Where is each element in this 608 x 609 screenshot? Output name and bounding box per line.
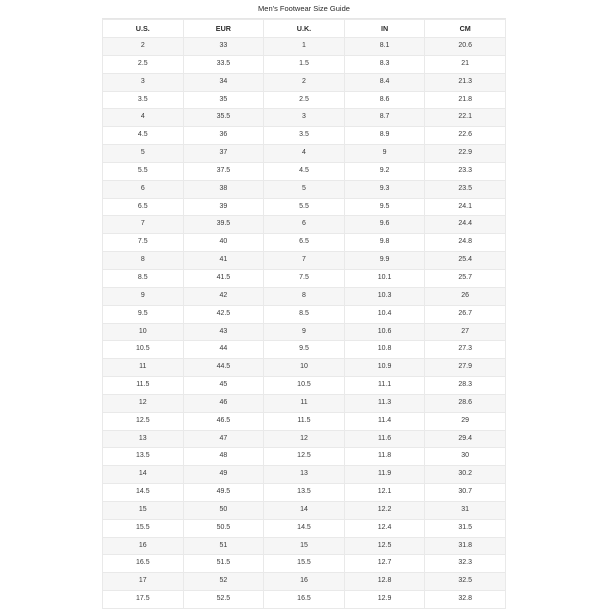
cell-uk: 7.5 xyxy=(264,269,345,287)
cell-in: 11.6 xyxy=(344,430,425,448)
cell-uk: 1.5 xyxy=(264,55,345,73)
cell-eur: 47 xyxy=(183,430,264,448)
cell-us: 7.5 xyxy=(103,234,184,252)
cell-uk: 14 xyxy=(264,501,345,519)
cell-eur: 34 xyxy=(183,73,264,91)
cell-in: 11.3 xyxy=(344,394,425,412)
cell-cm: 29.4 xyxy=(425,430,506,448)
table-row xyxy=(103,287,506,305)
cell-cm: 30 xyxy=(425,448,506,466)
cell-us: 15.5 xyxy=(103,519,184,537)
cell-cm: 23.3 xyxy=(425,162,506,180)
cell-in: 9.3 xyxy=(344,180,425,198)
column-header-us: U.S. xyxy=(103,20,184,38)
cell-cm: 22.9 xyxy=(425,145,506,163)
cell-eur: 49.5 xyxy=(183,484,264,502)
cell-us: 6 xyxy=(103,180,184,198)
cell-eur: 52 xyxy=(183,573,264,591)
cell-cm: 32.3 xyxy=(425,555,506,573)
cell-cm: 29 xyxy=(425,412,506,430)
table-row xyxy=(103,519,506,537)
cell-cm: 32.8 xyxy=(425,591,506,609)
column-header-uk: U.K. xyxy=(264,20,345,38)
cell-us: 17.5 xyxy=(103,591,184,609)
cell-us: 11.5 xyxy=(103,377,184,395)
cell-in: 9.5 xyxy=(344,198,425,216)
cell-us: 8 xyxy=(103,252,184,270)
table-row xyxy=(103,198,506,216)
cell-eur: 42.5 xyxy=(183,305,264,323)
cell-uk: 6 xyxy=(264,216,345,234)
cell-in: 8.3 xyxy=(344,55,425,73)
cell-us: 2.5 xyxy=(103,55,184,73)
cell-eur: 43 xyxy=(183,323,264,341)
cell-in: 10.8 xyxy=(344,341,425,359)
cell-cm: 30.7 xyxy=(425,484,506,502)
cell-in: 9.8 xyxy=(344,234,425,252)
table-row xyxy=(103,127,506,145)
cell-us: 17 xyxy=(103,573,184,591)
cell-eur: 51.5 xyxy=(183,555,264,573)
cell-cm: 31 xyxy=(425,501,506,519)
cell-uk: 6.5 xyxy=(264,234,345,252)
cell-us: 5.5 xyxy=(103,162,184,180)
cell-uk: 10.5 xyxy=(264,377,345,395)
cell-in: 12.4 xyxy=(344,519,425,537)
cell-uk: 12.5 xyxy=(264,448,345,466)
cell-in: 12.5 xyxy=(344,537,425,555)
cell-in: 11.9 xyxy=(344,466,425,484)
column-header-in: IN xyxy=(344,20,425,38)
cell-cm: 21.3 xyxy=(425,73,506,91)
table-row xyxy=(103,466,506,484)
cell-eur: 37.5 xyxy=(183,162,264,180)
table-row xyxy=(103,216,506,234)
cell-in: 8.4 xyxy=(344,73,425,91)
cell-uk: 3 xyxy=(264,109,345,127)
cell-in: 12.7 xyxy=(344,555,425,573)
table-row xyxy=(103,55,506,73)
cell-uk: 1 xyxy=(264,38,345,56)
cell-us: 4 xyxy=(103,109,184,127)
cell-us: 9.5 xyxy=(103,305,184,323)
cell-cm: 27 xyxy=(425,323,506,341)
cell-eur: 48 xyxy=(183,448,264,466)
cell-cm: 25.4 xyxy=(425,252,506,270)
column-header-eur: EUR xyxy=(183,20,264,38)
cell-uk: 9.5 xyxy=(264,341,345,359)
cell-cm: 21 xyxy=(425,55,506,73)
table-row xyxy=(103,377,506,395)
cell-eur: 41.5 xyxy=(183,269,264,287)
cell-us: 4.5 xyxy=(103,127,184,145)
cell-in: 9.6 xyxy=(344,216,425,234)
cell-in: 12.8 xyxy=(344,573,425,591)
table-row xyxy=(103,109,506,127)
cell-uk: 4 xyxy=(264,145,345,163)
cell-eur: 38 xyxy=(183,180,264,198)
cell-eur: 46.5 xyxy=(183,412,264,430)
cell-us: 11 xyxy=(103,359,184,377)
cell-us: 8.5 xyxy=(103,269,184,287)
table-row xyxy=(103,591,506,609)
cell-cm: 26 xyxy=(425,287,506,305)
cell-uk: 2.5 xyxy=(264,91,345,109)
table-row xyxy=(103,162,506,180)
table-row xyxy=(103,180,506,198)
cell-us: 12 xyxy=(103,394,184,412)
table-row xyxy=(103,501,506,519)
cell-eur: 46 xyxy=(183,394,264,412)
cell-in: 10.1 xyxy=(344,269,425,287)
table-row xyxy=(103,38,506,56)
cell-in: 8.1 xyxy=(344,38,425,56)
cell-eur: 35 xyxy=(183,91,264,109)
cell-cm: 24.4 xyxy=(425,216,506,234)
table-row xyxy=(103,341,506,359)
cell-cm: 20.6 xyxy=(425,38,506,56)
cell-in: 10.6 xyxy=(344,323,425,341)
cell-us: 12.5 xyxy=(103,412,184,430)
cell-uk: 9 xyxy=(264,323,345,341)
cell-us: 2 xyxy=(103,38,184,56)
table-row xyxy=(103,252,506,270)
cell-eur: 37 xyxy=(183,145,264,163)
cell-cm: 24.8 xyxy=(425,234,506,252)
cell-uk: 2 xyxy=(264,73,345,91)
cell-eur: 44.5 xyxy=(183,359,264,377)
cell-in: 11.4 xyxy=(344,412,425,430)
table-row xyxy=(103,234,506,252)
cell-cm: 28.6 xyxy=(425,394,506,412)
cell-uk: 4.5 xyxy=(264,162,345,180)
cell-uk: 10 xyxy=(264,359,345,377)
cell-cm: 30.2 xyxy=(425,466,506,484)
cell-uk: 11.5 xyxy=(264,412,345,430)
cell-in: 12.9 xyxy=(344,591,425,609)
cell-eur: 40 xyxy=(183,234,264,252)
cell-in: 11.1 xyxy=(344,377,425,395)
table-row xyxy=(103,359,506,377)
cell-us: 10.5 xyxy=(103,341,184,359)
cell-in: 10.9 xyxy=(344,359,425,377)
page-title: Men's Footwear Size Guide xyxy=(102,0,506,19)
cell-uk: 7 xyxy=(264,252,345,270)
cell-us: 3 xyxy=(103,73,184,91)
cell-uk: 3.5 xyxy=(264,127,345,145)
cell-us: 5 xyxy=(103,145,184,163)
cell-eur: 33.5 xyxy=(183,55,264,73)
cell-cm: 22.1 xyxy=(425,109,506,127)
cell-eur: 42 xyxy=(183,287,264,305)
cell-cm: 24.1 xyxy=(425,198,506,216)
cell-cm: 31.8 xyxy=(425,537,506,555)
cell-us: 7 xyxy=(103,216,184,234)
cell-in: 10.4 xyxy=(344,305,425,323)
cell-eur: 45 xyxy=(183,377,264,395)
cell-uk: 13 xyxy=(264,466,345,484)
cell-in: 9 xyxy=(344,145,425,163)
cell-uk: 16 xyxy=(264,573,345,591)
cell-cm: 23.5 xyxy=(425,180,506,198)
table-row xyxy=(103,394,506,412)
cell-uk: 8 xyxy=(264,287,345,305)
cell-cm: 26.7 xyxy=(425,305,506,323)
cell-uk: 5.5 xyxy=(264,198,345,216)
table-row xyxy=(103,269,506,287)
table-row xyxy=(103,91,506,109)
cell-uk: 13.5 xyxy=(264,484,345,502)
cell-cm: 21.8 xyxy=(425,91,506,109)
cell-cm: 22.6 xyxy=(425,127,506,145)
table-row xyxy=(103,412,506,430)
cell-in: 8.7 xyxy=(344,109,425,127)
cell-us: 13 xyxy=(103,430,184,448)
cell-cm: 27.3 xyxy=(425,341,506,359)
cell-in: 11.8 xyxy=(344,448,425,466)
cell-uk: 5 xyxy=(264,180,345,198)
table-row xyxy=(103,573,506,591)
cell-cm: 25.7 xyxy=(425,269,506,287)
cell-uk: 12 xyxy=(264,430,345,448)
cell-eur: 50.5 xyxy=(183,519,264,537)
table-row xyxy=(103,145,506,163)
cell-in: 8.9 xyxy=(344,127,425,145)
table-row xyxy=(103,537,506,555)
cell-uk: 15 xyxy=(264,537,345,555)
cell-in: 10.3 xyxy=(344,287,425,305)
cell-in: 12.2 xyxy=(344,501,425,519)
cell-eur: 39 xyxy=(183,198,264,216)
cell-us: 13.5 xyxy=(103,448,184,466)
cell-us: 16 xyxy=(103,537,184,555)
cell-eur: 41 xyxy=(183,252,264,270)
cell-eur: 51 xyxy=(183,537,264,555)
cell-us: 14.5 xyxy=(103,484,184,502)
cell-us: 14 xyxy=(103,466,184,484)
size-guide-sheet xyxy=(102,0,506,609)
cell-eur: 35.5 xyxy=(183,109,264,127)
cell-cm: 28.3 xyxy=(425,377,506,395)
table-row xyxy=(103,323,506,341)
cell-in: 12.1 xyxy=(344,484,425,502)
cell-cm: 32.5 xyxy=(425,573,506,591)
cell-cm: 31.5 xyxy=(425,519,506,537)
table-row xyxy=(103,73,506,91)
cell-eur: 49 xyxy=(183,466,264,484)
cell-uk: 16.5 xyxy=(264,591,345,609)
cell-eur: 52.5 xyxy=(183,591,264,609)
cell-eur: 39.5 xyxy=(183,216,264,234)
cell-eur: 36 xyxy=(183,127,264,145)
table-row xyxy=(103,555,506,573)
cell-uk: 14.5 xyxy=(264,519,345,537)
cell-in: 8.6 xyxy=(344,91,425,109)
cell-eur: 33 xyxy=(183,38,264,56)
table-header-row xyxy=(103,20,506,38)
cell-cm: 27.9 xyxy=(425,359,506,377)
cell-us: 15 xyxy=(103,501,184,519)
cell-uk: 11 xyxy=(264,394,345,412)
cell-eur: 44 xyxy=(183,341,264,359)
table-row xyxy=(103,305,506,323)
cell-eur: 50 xyxy=(183,501,264,519)
cell-us: 16.5 xyxy=(103,555,184,573)
cell-in: 9.9 xyxy=(344,252,425,270)
cell-us: 6.5 xyxy=(103,198,184,216)
column-header-cm: CM xyxy=(425,20,506,38)
cell-in: 9.2 xyxy=(344,162,425,180)
cell-us: 10 xyxy=(103,323,184,341)
cell-uk: 15.5 xyxy=(264,555,345,573)
table-row xyxy=(103,448,506,466)
cell-us: 3.5 xyxy=(103,91,184,109)
cell-uk: 8.5 xyxy=(264,305,345,323)
table-row xyxy=(103,430,506,448)
table-row xyxy=(103,484,506,502)
cell-us: 9 xyxy=(103,287,184,305)
size-table-body xyxy=(103,38,506,609)
size-table xyxy=(102,19,506,609)
